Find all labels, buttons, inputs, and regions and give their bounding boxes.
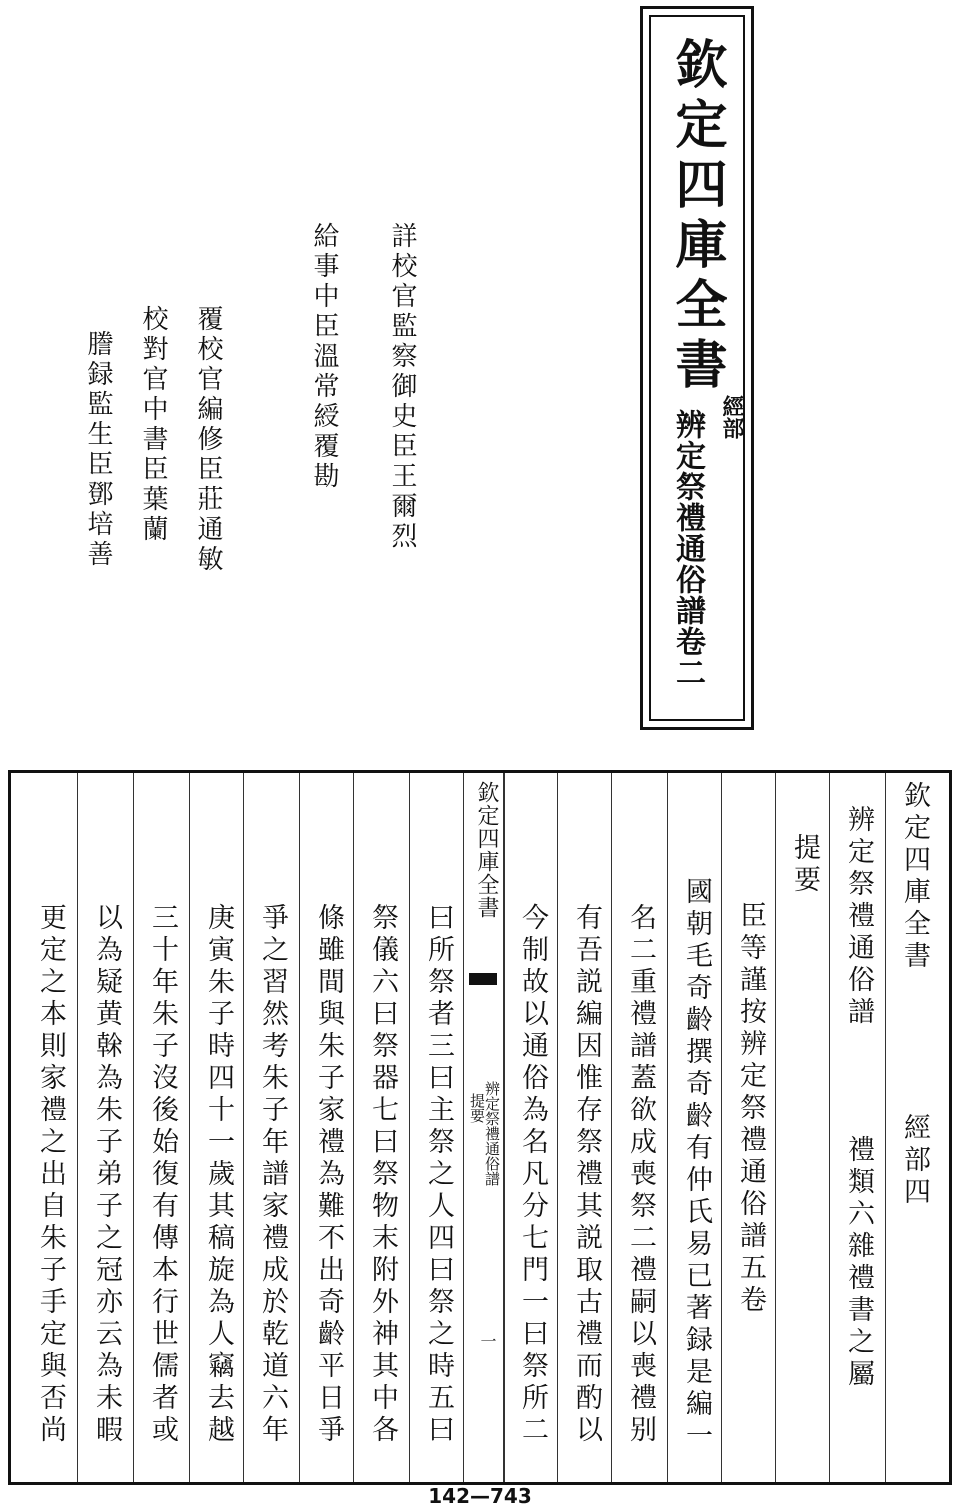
proofreader-credit: 謄録監生臣鄧培善 [83,330,113,570]
page-number: 142—743 [428,1484,532,1508]
column-rule [299,773,300,1482]
collection-category: 經部 [719,395,745,439]
column-rule [409,773,410,1482]
text-block-frame [8,770,952,1485]
text-column: 更定之本則家禮之出自朱子手定與否尚 [35,903,66,1447]
column-rule [667,773,668,1482]
column-rule [133,773,134,1482]
column-rule [775,773,776,1482]
text-column: 以為疑黄榦為朱子弟子之冠亦云為未暇 [91,903,122,1447]
proofreader-credit: 詳校官監察御史臣王爾烈 [387,222,417,552]
classification-upper: 經部四 [899,1113,930,1209]
collection-title: 欽定四庫全書 [666,37,727,397]
text-column: 有吾説編因惟存祭禮其説取古禮而酌以 [571,903,602,1447]
column-rule [353,773,354,1482]
column-rule [557,773,558,1482]
text-column: 祭儀六曰祭器七曰祭物末附外神其中各 [367,903,398,1447]
volume-title: 辨定祭禮通俗譜卷二 [670,409,705,688]
text-column: 臣等謹按辨定祭禮通俗譜五卷 [735,901,766,1317]
text-column: 爭之習然考朱子年譜家禮成於乾道六年 [257,903,288,1447]
text-column: 名二重禮譜蓋欲成喪祭二禮嗣以喪禮别 [625,903,656,1447]
proofreader-credit: 給事中臣溫常綬覆勘 [309,222,339,492]
gutter-title: 欽定四庫全書 [474,781,499,919]
column-rule [721,773,722,1482]
gutter-folio: 一 [478,1333,497,1349]
text-column: 條雖間與朱子家禮為難不出奇齡平日爭 [313,903,344,1447]
series-title: 欽定四庫全書 [899,781,930,973]
cartouche-inner-border [649,15,745,721]
classification-lower: 禮類六雜禮書之屬 [843,1135,874,1391]
fish-tail-mark [469,973,497,985]
column-rule [77,773,78,1482]
title-cartouche [640,6,754,730]
text-column: 今制故以通俗為名凡分七門一曰祭所二 [517,903,548,1447]
proofreader-credit: 覆校官編修臣莊通敏 [193,305,223,575]
gutter-label: 提要 [468,1093,486,1123]
page-gutter [463,773,505,1482]
gutter-subtitle: 辨定祭禮通俗譜 [483,1081,501,1186]
text-column: 三十年朱子沒後始復有傳本行世儒者或 [147,903,178,1447]
column-rule [611,773,612,1482]
text-column: 庚寅朱子時四十一歲其稿旋為人竊去越 [203,903,234,1447]
text-column: 國朝毛奇齡撰奇齡有仲氏易已著録是編一 [681,877,712,1453]
proofreader-credit: 校對官中書臣葉蘭 [138,305,168,545]
column-rule [189,773,190,1482]
text-column: 曰所祭者三曰主祭之人四曰祭之時五曰 [423,903,454,1447]
book-title: 辨定祭禮通俗譜 [843,805,874,1029]
column-rule [243,773,244,1482]
column-rule [829,773,830,1482]
section-heading: 提要 [789,833,820,897]
column-rule [885,773,886,1482]
